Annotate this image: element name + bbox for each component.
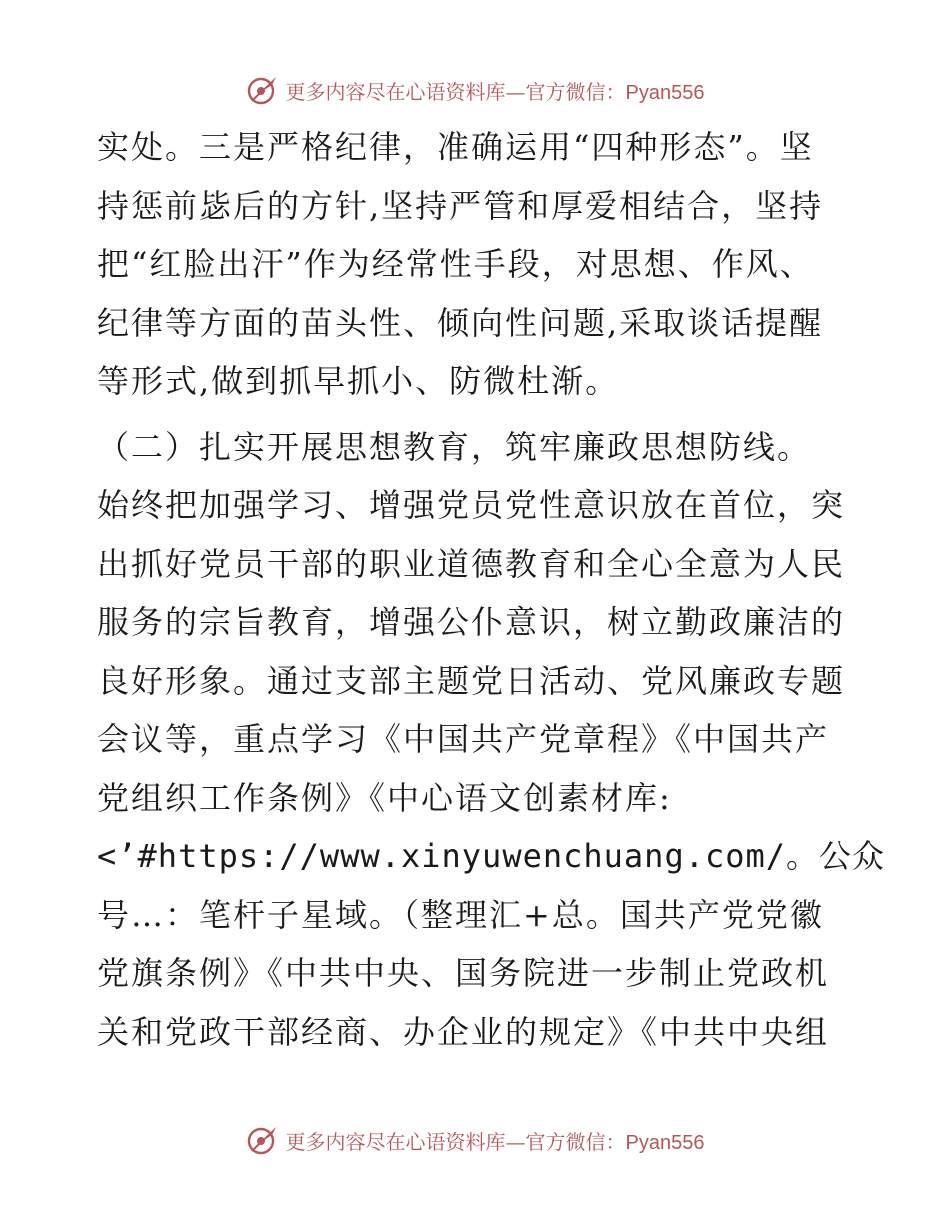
text-line: 关和党政干部经商、办企业的规定》《中共中央组 [97,1012,830,1051]
text-line: 号…：笔杆子星域。（整理汇+总。国共产党党徽 [97,895,824,934]
watermark-text [286,1126,705,1155]
watermark-separator: — [505,79,526,104]
text-line: 会议等，重点学习《中国共产党章程》《中国共产 [97,720,830,758]
watermark-text [286,76,705,105]
text-line: 党组织工作条例》《中心语文创素材库: [97,778,672,817]
watermark-brand: 更多内容尽在心语资料库 [285,1129,506,1154]
document-body [97,118,886,1061]
section-heading: （二）扎实开展思想教育，筑牢廉政思想防线。 [97,427,812,466]
header-watermark [0,70,950,110]
text-line: 党旗条例》《中共中央、国务院进一步制止党政机 [97,954,830,992]
text-line: 良好形象。通过支部主题党日活动、党风廉政专题 [97,661,846,700]
text-line: 纪律等方面的苗头性、倾向性问题,采取谈话提醒 [97,303,824,342]
watermark-wechat-id: Pyan556 [625,81,705,104]
text-line: 持惩前毖后的方针,坚持严管和厚爱相结合，坚持 [97,186,824,225]
footer-watermark [0,1120,950,1160]
text-line: 等形式,做到抓早抓小、防微杜渐。 [97,362,620,400]
watermark-brand: 更多内容尽在心语资料库 [285,79,506,104]
url-text-line: <’#https://www.xinyuwenchuang.com/。公众 [97,837,886,875]
watermark-wechat-label: 官方微信： [525,1129,626,1154]
text-line: 出抓好党员干部的职业道德教育和全心全意为人民 [97,544,846,583]
watermark-wechat-id: Pyan556 [625,1131,705,1154]
quill-logo-icon [246,1123,280,1157]
watermark-separator: — [505,1129,526,1154]
text-line: 把“红脸出汗”作为经常性手段，对思想、作风、 [97,245,814,283]
text-line: 服务的宗旨教育，增强公仆意识，树立勤政廉洁的 [97,603,846,641]
text-line: 实处。三是严格纪律，准确运用“四种形态”。坚 [97,128,814,166]
watermark-wechat-label: 官方微信： [525,79,626,104]
text-line: 始终把加强学习、增强党员党性意识放在首位，突 [97,486,846,524]
quill-logo-icon [246,73,280,107]
